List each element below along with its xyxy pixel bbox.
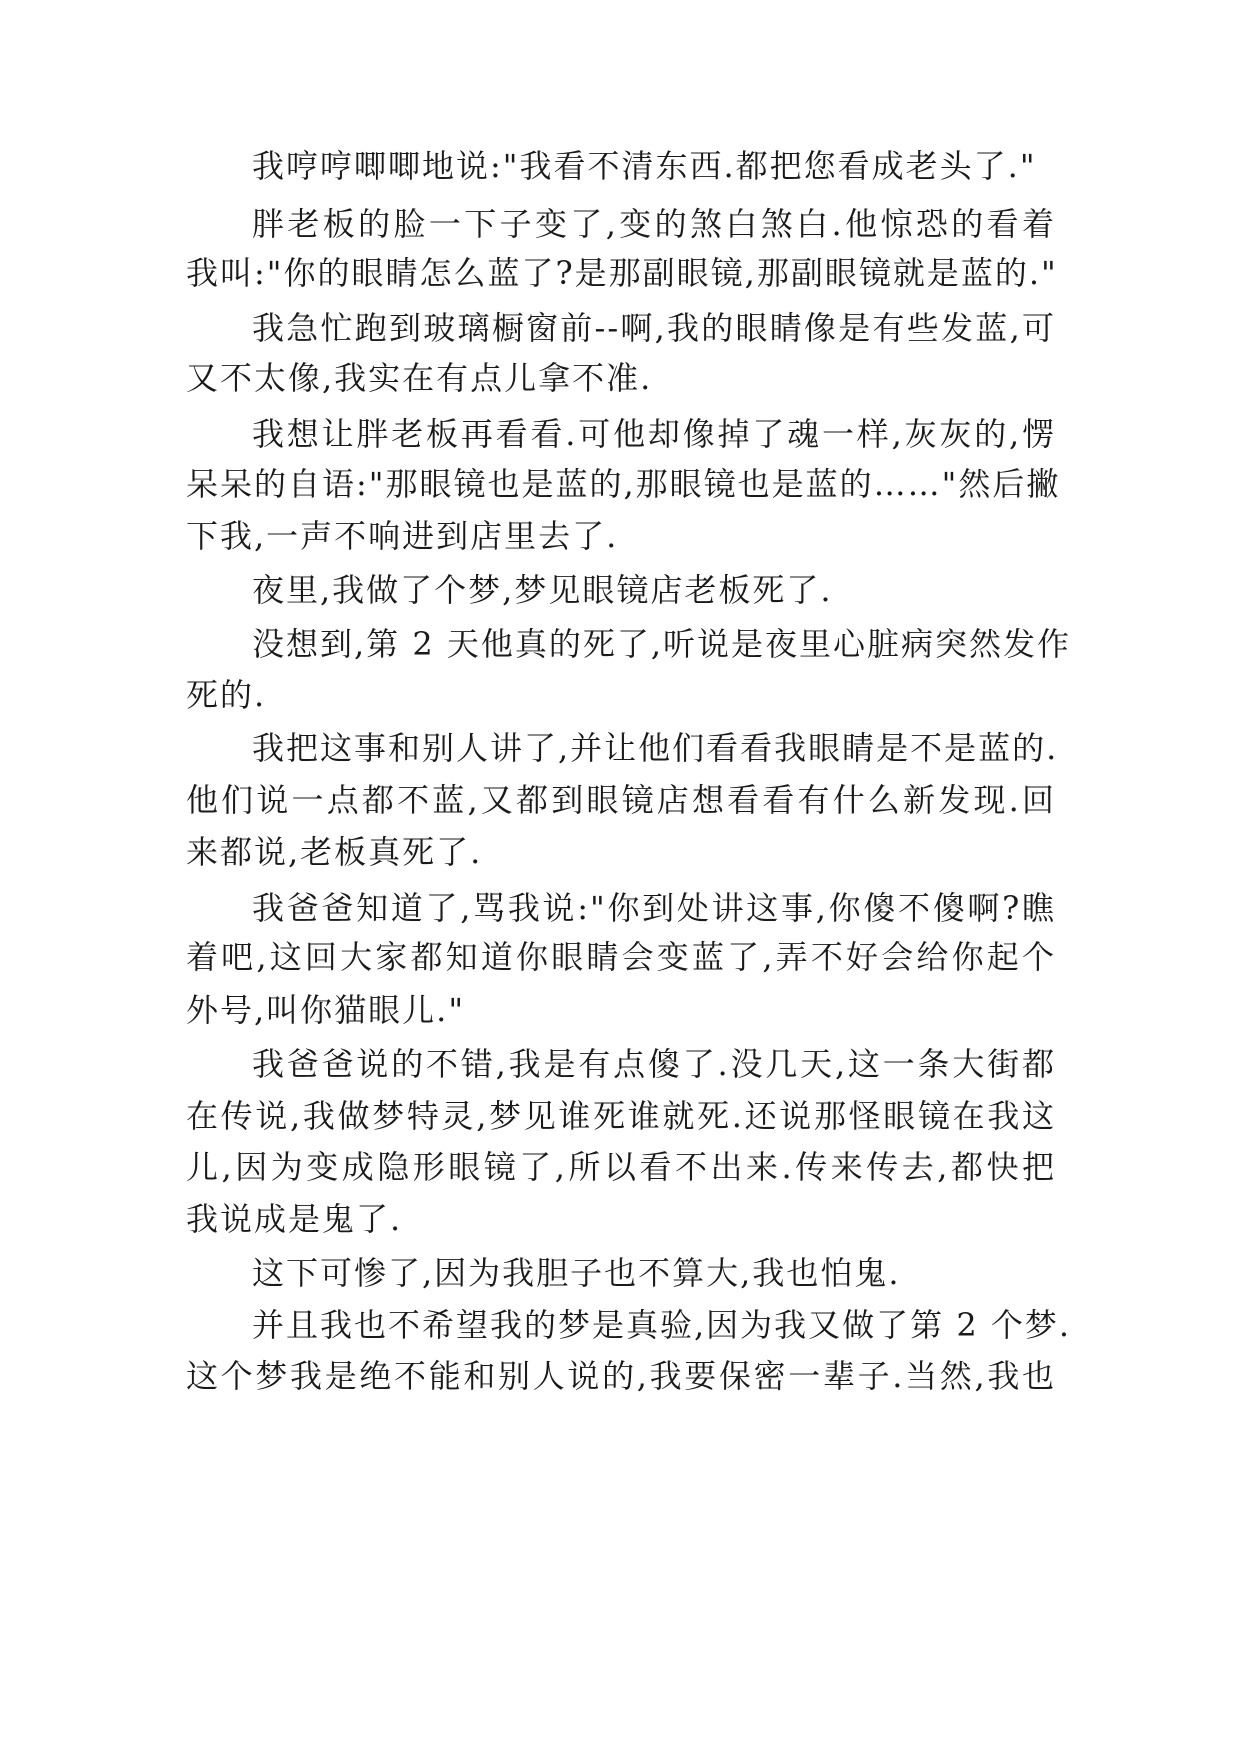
text-line: 我爸爸知道了,骂我说:"你到处讲这事,你傻不傻啊?瞧 [252,889,1056,927]
text-line: 呆呆的自语:"那眼镜也是蓝的,那眼镜也是蓝的……"然后撇 [186,465,1061,503]
text-line: 我爸爸说的不错,我是有点傻了.没几天,这一条大街都 [252,1045,1056,1083]
text-line: 这下可惨了,因为我胆子也不算大,我也怕鬼. [252,1254,901,1292]
text-line: 我哼哼唧唧地说:"我看不清东西.都把您看成老头了." [252,147,1037,185]
text-line: 下我,一声不响进到店里去了. [186,517,619,555]
text-line: 儿,因为变成隐形眼镜了,所以看不出来.传来传去,都快把 [186,1148,1056,1186]
text-line: 我说成是鬼了. [186,1200,403,1238]
text-line: 在传说,我做梦特灵,梦见谁死谁就死.还说那怪眼镜在我这 [186,1097,1056,1135]
text-line: 我叫:"你的眼睛怎么蓝了?是那副眼镜,那副眼镜就是蓝的." [186,254,1058,292]
text-line: 胖老板的脸一下子变了,变的煞白煞白.他惊恐的看着 [252,205,1056,243]
text-line: 这个梦我是绝不能和别人说的,我要保密一辈子.当然,我也 [186,1357,1056,1395]
text-line: 没想到,第 2 天他真的死了,听说是夜里心脏病突然发作 [252,625,1072,663]
text-line: 并且我也不希望我的梦是真验,因为我又做了第 2 个梦. [252,1306,1072,1344]
text-line: 死的. [186,676,267,714]
text-line: 来都说,老板真死了. [186,833,483,871]
text-line: 我急忙跑到玻璃橱窗前--啊,我的眼睛像是有些发蓝,可 [252,309,1056,347]
text-line: 又不太像,我实在有点儿拿不准. [186,359,653,397]
text-line: 夜里,我做了个梦,梦见眼镜店老板死了. [252,571,833,609]
text-line: 着吧,这回大家都知道你眼睛会变蓝了,弄不好会给你起个 [186,938,1056,976]
text-line: 他们说一点都不蓝,又都到眼镜店想看看有什么新发现.回 [186,781,1056,819]
text-line: 我想让胖老板再看看.可他却像掉了魂一样,灰灰的,愣 [252,415,1056,453]
text-line: 我把这事和别人讲了,并让他们看看我眼睛是不是蓝的. [252,729,1059,767]
text-line: 外号,叫你猫眼儿." [186,991,466,1029]
